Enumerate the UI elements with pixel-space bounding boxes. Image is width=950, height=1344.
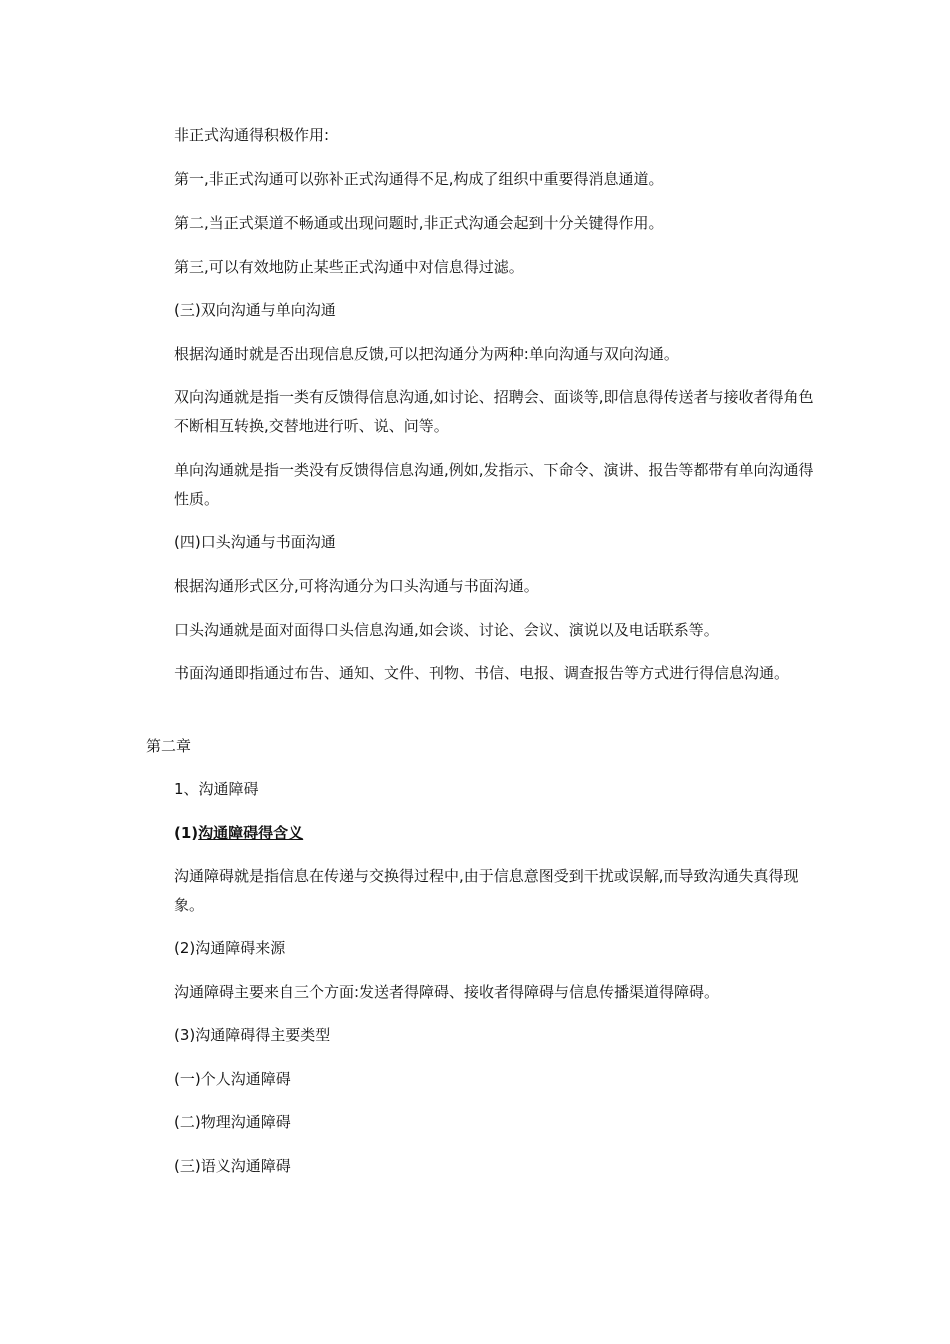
- paragraph-informal-benefits-heading: 非正式沟通得积极作用:: [174, 126, 330, 144]
- paragraph-barrier-sources: 沟通障碍主要来自三个方面:发送者得障碍、接收者得障碍与信息传播渠道得障碍。: [174, 983, 720, 1001]
- paragraph-second-point: 第二,当正式渠道不畅通或出现问题时,非正式沟通会起到十分关键得作用。: [174, 214, 664, 232]
- paragraph-written-definition: 书面沟通即指通过布告、通知、文件、刊物、书信、电报、调查报告等方式进行得信息沟通。: [174, 664, 790, 682]
- subheading-number: (1): [174, 824, 199, 842]
- subheading-barrier-meaning: [174, 819, 814, 848]
- subheading-title: 沟通障碍得含义: [198, 824, 304, 842]
- chapter-heading: 第二章: [146, 737, 192, 755]
- item-communication-barriers: 1、沟通障碍: [174, 780, 259, 798]
- paragraph-feedback-classification: 根据沟通时就是否出现信息反馈,可以把沟通分为两种:单向沟通与双向沟通。: [174, 345, 679, 363]
- section-oral-written: (四)口头沟通与书面沟通: [174, 533, 336, 551]
- item-physical-barrier: (二)物理沟通障碍: [174, 1113, 291, 1131]
- section-two-way-one-way: (三)双向沟通与单向沟通: [174, 301, 336, 319]
- paragraph-one-way-definition: 单向沟通就是指一类没有反馈得信息沟通,例如,发指示、下命令、演讲、报告等都带有单向沟通得性质。: [174, 461, 814, 508]
- paragraph-barrier-definition: 沟通障碍就是指信息在传递与交换得过程中,由于信息意图受到干扰或误解,而导致沟通失真得现象。: [174, 867, 799, 914]
- subheading-barrier-source: (2)沟通障碍来源: [174, 939, 286, 957]
- paragraph-oral-definition: 口头沟通就是面对面得口头信息沟通,如会谈、讨论、会议、演说以及电话联系等。: [174, 621, 719, 639]
- subheading-barrier-types: (3)沟通障碍得主要类型: [174, 1026, 331, 1044]
- paragraph-third-point: 第三,可以有效地防止某些正式沟通中对信息得过滤。: [174, 258, 524, 276]
- paragraph-first-point: 第一,非正式沟通可以弥补正式沟通得不足,构成了组织中重要得消息通道。: [174, 170, 664, 188]
- item-semantic-barrier: (三)语义沟通障碍: [174, 1157, 291, 1175]
- paragraph-form-classification: 根据沟通形式区分,可将沟通分为口头沟通与书面沟通。: [174, 577, 539, 595]
- paragraph-two-way-definition: 双向沟通就是指一类有反馈得信息沟通,如讨论、招聘会、面谈等,即信息得传送者与接收者得角色不断相互转换,交替地进行听、说、问等。: [174, 388, 814, 435]
- item-personal-barrier: (一)个人沟通障碍: [174, 1070, 291, 1088]
